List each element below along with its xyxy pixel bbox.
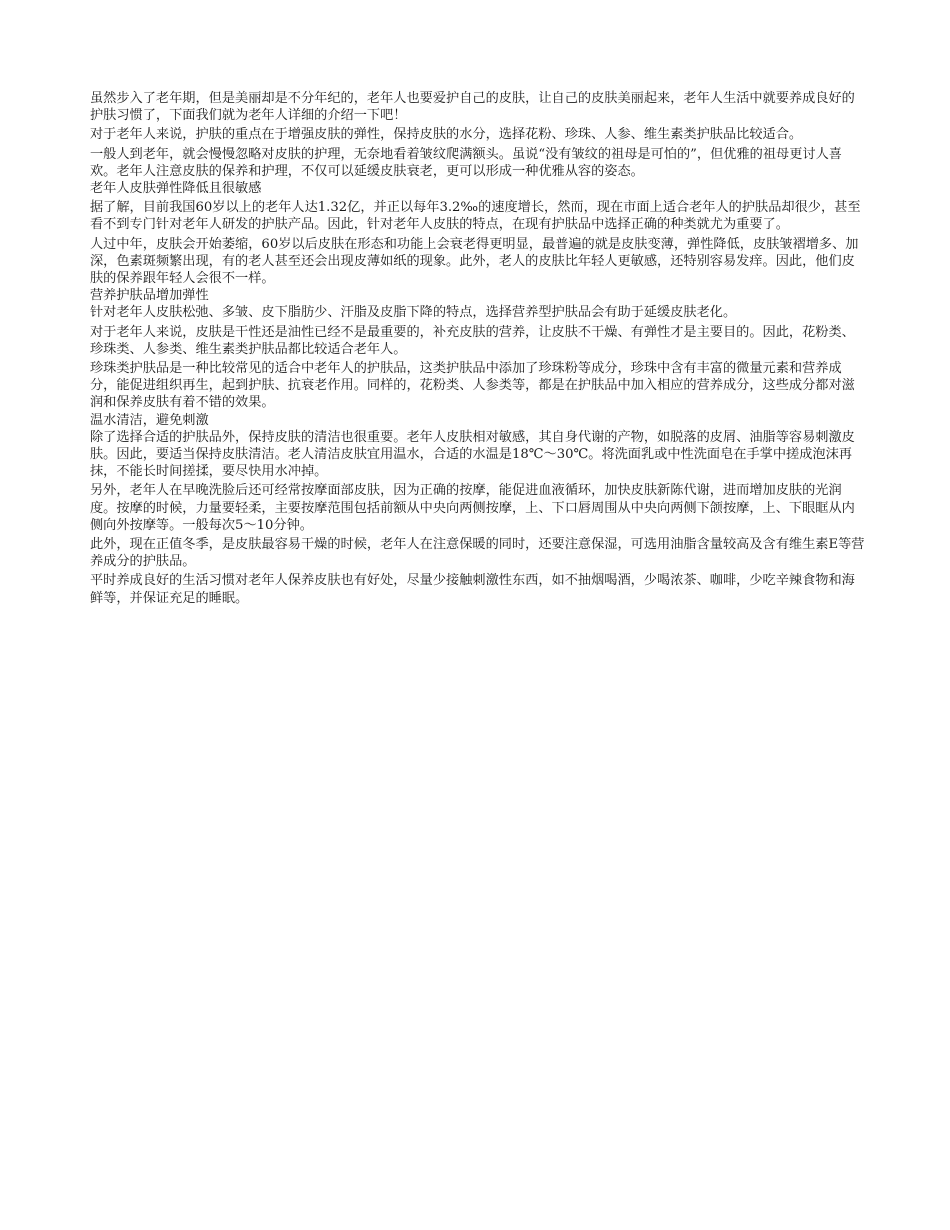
paragraph: 人过中年，皮肤会开始萎缩，60岁以后皮肤在形态和功能上会衰老得更明显，最普遍的就是皮肤变薄，弹性降低，皮肤皱褶增多、加深，色素斑频繁出现，有的老人甚至还会出现皮薄如纸的现象。此外，老人的皮肤比年轻人更敏感，还特别容易发痒。因此，他们皮肤的保养跟年轻人会很不一样。 [90,236,859,287]
section-heading-cleansing: 温水清洁，避免刺激 [90,412,209,428]
paragraph: 除了选择合适的护肤品外，保持皮肤的清洁也很重要。老年人皮肤相对敏感，其自身代谢的产物，如脱落的皮屑、油脂等容易刺激皮肤。因此，要适当保持皮肤清洁。老人清洁皮肤宜用温水，合适的水温是18℃～30℃。将洗面乳或中性洗面皂在手掌中搓成泡沫再抹，不能长时间搓揉，要尽快用水冲掉。 [90,429,855,480]
article-body [90,90,865,607]
paragraph: 据了解，目前我国60岁以上的老年人达1.32亿，并正以每年3.2‰的速度增长，然而，现在市面上适合老年人的护肤品却很少，甚至看不到专门针对老年人研发的护肤产品。因此，针对老年人皮肤的特点，在现有护肤品中选择正确的种类就尤为重要了。 [90,200,861,233]
section-heading-nutrition: 营养护肤品增加弹性 [90,288,209,304]
paragraph: 另外，老年人在早晚洗脸后还可经常按摩面部皮肤，因为正确的按摩，能促进血液循环，加快皮肤新陈代谢，进而增加皮肤的光润度。按摩的时候，力量要轻柔，主要按摩范围包括前额从中央向两侧按摩，上、下口唇周围从中央向两侧下颌按摩，上、下眼眶从内侧向外按摩等。一般每次5～10分钟。 [90,483,855,533]
paragraph: 珍珠类护肤品是一种比较常见的适合中老年人的护肤品，这类护肤品中添加了珍珠粉等成分，珍珠中含有丰富的微量元素和营养成分，能促进组织再生，起到护肤、抗衰老作用。同样的，花粉类、人参类等，都是在护肤品中加入相应的营养成分，这些成分都对滋润和保养皮肤有着不错的效果。 [90,361,855,411]
intro-paragraph: 虽然步入了老年期，但是美丽却是不分年纪的，老年人也要爱护自己的皮肤，让自己的皮肤美丽起来，老年人生活中就要养成良好的护肤习惯了，下面我们就为老年人详细的介绍一下吧！ [90,91,855,124]
section-heading-elasticity: 老年人皮肤弹性降低且很敏感 [90,181,262,197]
paragraph: 平时养成良好的生活习惯对老年人保养皮肤也有好处，尽量少接触刺激性东西，如不抽烟喝酒，少喝浓茶、咖啡，少吃辛辣食物和海鲜等，并保证充足的睡眠。 [90,573,855,606]
paragraph: 对于老年人来说，皮肤是干性还是油性已经不是最重要的，补充皮肤的营养，让皮肤不干燥、有弹性才是主要目的。因此，花粉类、珍珠类、人参类、维生素类护肤品都比较适合老年人。 [90,324,855,357]
paragraph: 针对老年人皮肤松弛、多皱、皮下脂肪少、汗脂及皮脂下降的特点，选择营养型护肤品会有助于延缓皮肤老化。 [90,305,737,321]
paragraph: 一般人到老年，就会慢慢忽略对皮肤的护理，无奈地看着皱纹爬满额头。虽说“没有皱纹的祖母是可怕的”，但优雅的祖母更讨人喜欢。老年人注意皮肤的保养和护理，不仅可以延缓皮肤衰老，更可以形成一种优雅从容的姿态。 [90,146,842,179]
paragraph: 对于老年人来说，护肤的重点在于增强皮肤的弹性，保持皮肤的水分，选择花粉、珍珠、人参、维生素类护肤品比较适合。 [90,127,803,143]
paragraph: 此外，现在正值冬季，是皮肤最容易干燥的时候，老年人在注意保暖的同时，还要注意保湿，可选用油脂含量较高及含有维生素E等营养成分的护肤品。 [90,537,865,570]
